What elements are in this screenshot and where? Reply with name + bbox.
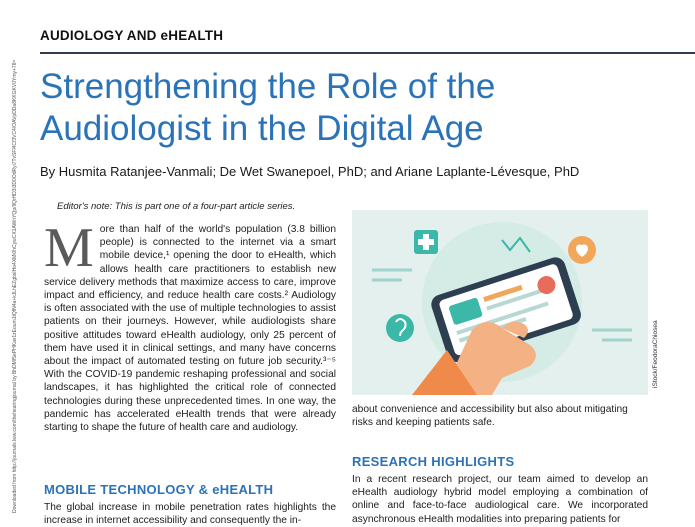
figure-credit-text: iStock/FeodoraChiosea — [652, 320, 659, 388]
title-line-2: Audiologist in the Digital Age — [40, 109, 484, 148]
intro-paragraph — [44, 217, 336, 434]
research-text: In a recent research project, our team aimed to develop an eHealth audiology hybrid model employing a combination of online and face-to-face audiological care. We incorporated asynchronous eHealth modalities into preparing patients for — [352, 474, 648, 525]
title-line-1: Strengthening the Role of the — [40, 67, 496, 106]
download-watermark — [10, 59, 22, 515]
mobile-technology-heading: MOBILE TECHNOLOGY & eHEALTH — [44, 482, 274, 497]
heart-icon — [568, 236, 596, 264]
mobile-technology-text: The global increase in mobile penetration rates highlights the increase in internet accessibility and consequently the in- — [44, 502, 336, 527]
download-watermark-text: Downloaded from http://journals.lww.com/thehearingjournal by BhDMf5ePHKav1zEoum1tQfN4a+kJLhEZgbsIHo4XMi0hCywCX1AWnYQp/IlQrHD3i3D0OdRyi7TvSFl4Cf3VC4/OAVpDDa8KKGKV0Ymy+78= — [12, 59, 18, 513]
article-title — [40, 66, 680, 150]
research-highlights-heading: RESEARCH HIGHLIGHTS — [352, 454, 515, 469]
editor-note: Editor's note: This is part one of a four-part article series. — [57, 201, 296, 212]
drop-cap: M — [44, 217, 94, 279]
section-label: AUDIOLOGY AND eHEALTH — [40, 28, 224, 43]
intro-text: ore than half of the world's population (3.8 billion people) is connected to the internet via a smart mobile device,¹ opening the door to eHealth, which allows health care practitioners to establish new service delivery methods that maximize access to care, improve impact and efficiency, and reduce health care costs.² Audiology is often associated with the use of multiple technologies to assist patients on their journeys. However, while audiologists share positive attitudes toward eHealth audiology, only 25 percent of them have used it in clinical settings, and many have concerns about the impact of automated testing on future job security.³⁻⁵ With the COVID-19 pandemic reshaping professional and social landscapes, it has highlighted the critical role of connected technologies during these unprecedented times. In one way, the pandemic has accelerated eHealth trends that were already starting to shape the future of health care and audiology. — [44, 224, 336, 434]
figure-credit — [652, 238, 662, 388]
ear-icon — [386, 314, 414, 342]
illustration-svg — [352, 210, 648, 395]
byline: By Husmita Ratanjee-Vanmali; De Wet Swanepoel, PhD; and Ariane Laplante-Lévesque, PhD — [40, 164, 580, 179]
plus-icon — [414, 230, 438, 254]
section-header — [40, 22, 695, 52]
right-column-text: about convenience and accessibility but also about mitigating risks and keeping patients safe. — [352, 404, 628, 429]
section-rule — [40, 52, 695, 54]
article-illustration — [352, 210, 648, 395]
